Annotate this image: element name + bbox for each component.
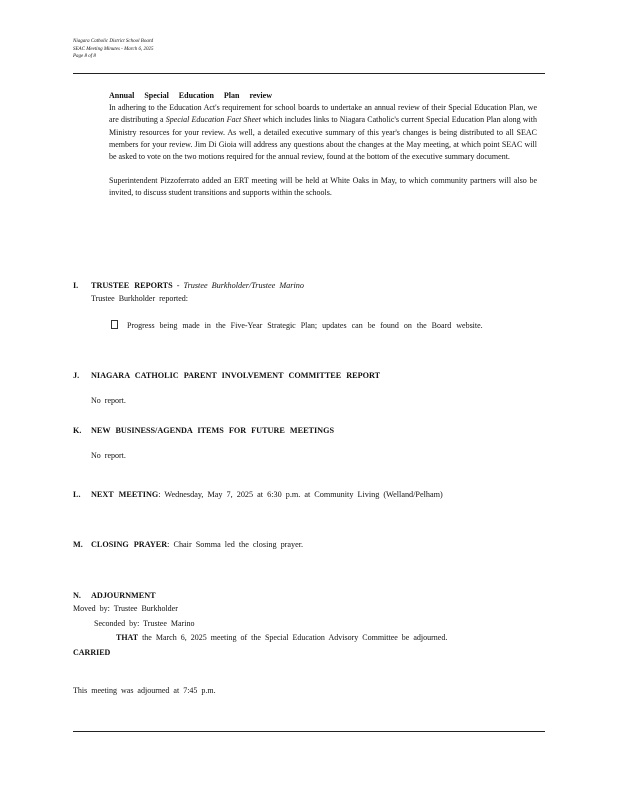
carried-label: CARRIED — [73, 648, 111, 657]
special-education-plan-review — [109, 90, 537, 200]
section-k-letter: K. — [73, 426, 82, 435]
section-j-heading — [73, 371, 380, 380]
footer-divider — [73, 731, 545, 732]
fact-sheet-title: Special Education Fact Sheet — [165, 115, 261, 125]
section-j-body: No report. — [91, 396, 126, 405]
adjourned-time: This meeting was adjourned at 7:45 p.m. — [73, 686, 216, 695]
section-i-presenters: - Trustee Burkholder/Trustee Marino — [172, 281, 304, 290]
header-meeting-title: SEAC Meeting Minutes - March 6, 2025 — [73, 46, 154, 52]
review-paragraph-1 — [109, 102, 537, 163]
review-text-a: In adhering to the Education Act's requirement for school boards to undertake an annual review of their Special Education Plan, we are distributing a — [109, 103, 537, 125]
review-title: Annual Special Education Plan review — [109, 91, 272, 100]
review-paragraph-2: Superintendent Pizzoferrato added an ERT meeting will be held at White Oaks in May, to which community partners will also be invited, to discuss student transitions and supports within the schools. — [109, 176, 537, 198]
section-n-letter: N. — [73, 591, 81, 600]
moved-by: Moved by: Trustee Burkholder — [73, 604, 178, 613]
bullet-box-icon — [111, 320, 118, 329]
section-m-title: CLOSING PRAYER — [91, 540, 168, 549]
review-text-b: which includes links to Niagara Catholic's current Special Education Plan along with Ministry resources for your review. As well, a detailed executive summary of this year's changes is being distributed to all SEAC members for your review. Jim Di Gioia will address any questions about the changes at the May meeting, at which point SEAC will be asked to vote on the two motions required for the annual review, found at the bottom of the executive summary document. — [109, 115, 537, 162]
section-n-heading — [73, 591, 156, 600]
section-k-heading — [73, 426, 334, 435]
section-n-title: ADJOURNMENT — [91, 591, 156, 600]
section-i-bullet — [111, 320, 521, 332]
motion-text: the March 6, 2025 meeting of the Special Education Advisory Committee be adjourned. — [138, 633, 448, 642]
section-m-heading — [73, 540, 303, 549]
bullet-text: Progress being made in the Five-Year Strategic Plan; updates can be found on the Board website. — [127, 321, 483, 330]
page-header — [73, 38, 154, 61]
section-i-line: Trustee Burkholder reported: — [91, 294, 189, 303]
section-i-heading — [73, 281, 304, 290]
section-i-letter: I. — [73, 281, 79, 290]
section-j-title: NIAGARA CATHOLIC PARENT INVOLVEMENT COMMITTEE REPORT — [91, 371, 381, 380]
section-i-title: TRUSTEE REPORTS — [91, 281, 173, 290]
section-l-letter: L. — [73, 490, 81, 499]
motion-that: THAT — [116, 633, 139, 642]
next-meeting-details: : Wednesday, May 7, 2025 at 6:30 p.m. at Community Living (Welland/Pelham) — [158, 490, 443, 499]
section-l-title: NEXT MEETING — [91, 490, 159, 499]
section-l-heading — [73, 490, 443, 499]
section-k-title: NEW BUSINESS/AGENDA ITEMS FOR FUTURE MEETINGS — [91, 426, 335, 435]
section-j-letter: J. — [73, 371, 80, 380]
closing-prayer-details: : Chair Somma led the closing prayer. — [167, 540, 304, 549]
header-divider — [73, 73, 545, 74]
header-page-number: Page 8 of 8 — [73, 54, 96, 59]
seconded-by: Seconded by: Trustee Marino — [94, 619, 195, 628]
section-m-letter: M. — [73, 540, 83, 549]
header-board-name: Niagara Catholic District School Board — [73, 39, 154, 44]
section-k-body: No report. — [91, 451, 126, 460]
adjournment-motion — [116, 633, 447, 642]
